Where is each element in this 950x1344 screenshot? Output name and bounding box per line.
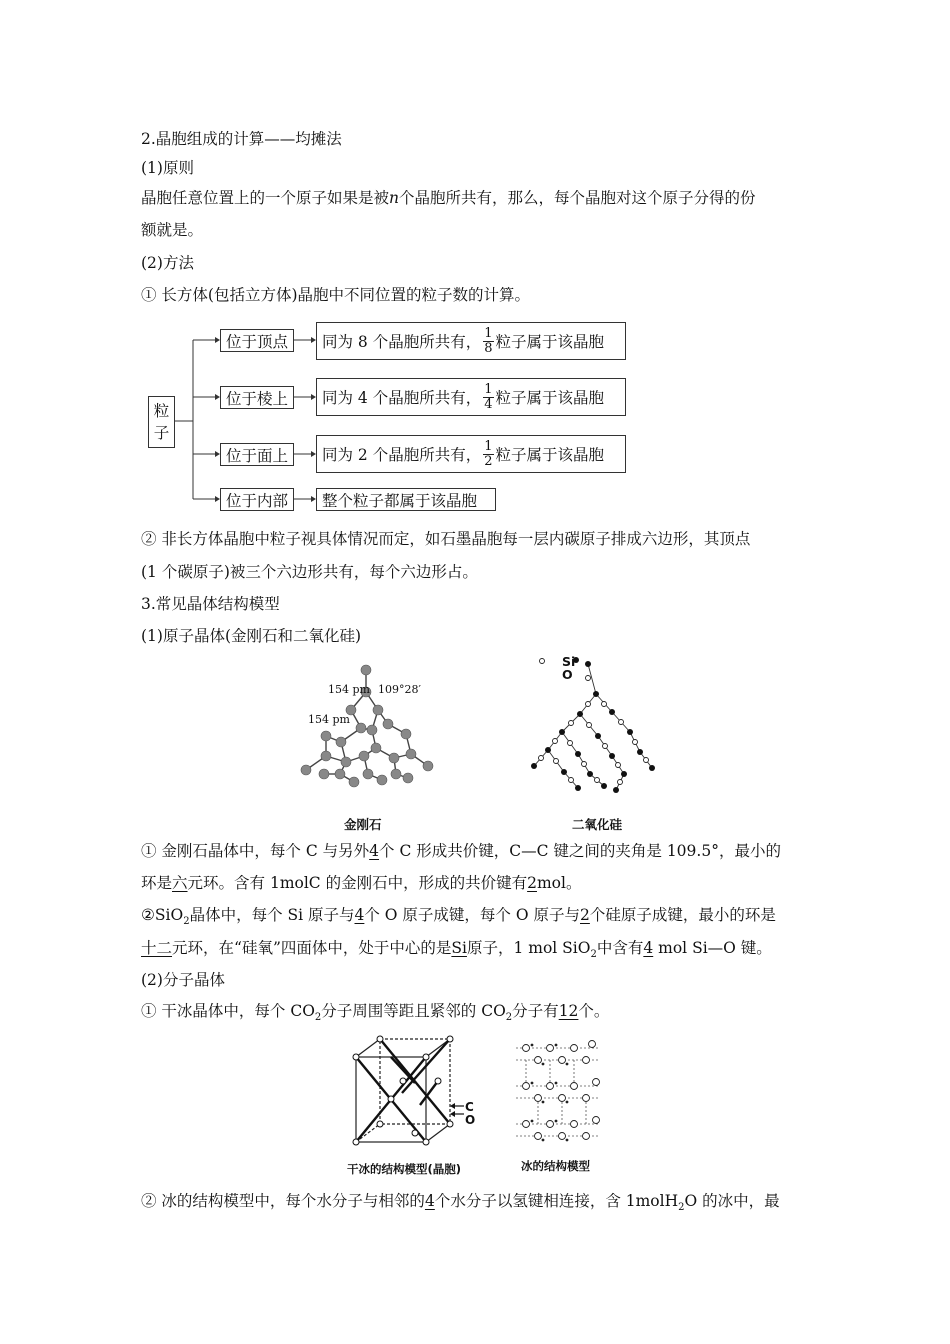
subscript: 2: [505, 1012, 513, 1024]
text-part: 环是: [141, 874, 173, 892]
frac-den: 8: [484, 340, 493, 356]
desc-text: 同为 4 个晶胞所共有，: [322, 389, 482, 407]
dry-ice-text: [141, 1000, 609, 1029]
text-var: n: [389, 189, 399, 207]
sio2-text-line-1: [141, 904, 776, 933]
answer-blank: 4: [369, 842, 380, 860]
desc-interior: 整个粒子都属于该晶胞: [316, 488, 496, 511]
subscript: 2: [314, 1012, 322, 1024]
desc-text: 同为 2 个晶胞所共有，: [322, 446, 482, 464]
diamond-text-line-2: [141, 872, 581, 894]
sio2-caption: 二氧化硅: [572, 817, 623, 832]
sio2-text-line-2: [141, 937, 772, 966]
fraction: [483, 327, 493, 356]
text-part: O 的冰中，最: [684, 1192, 780, 1210]
root-char: 子: [153, 424, 170, 442]
text-part: 个硅原子成键，最小的环是: [589, 906, 776, 924]
text-part: 个 C 形成共价键，C—C 键之间的夹角是 109.5°，最小的: [379, 842, 781, 860]
diamond-caption: 金刚石: [344, 817, 382, 832]
text-part: 个水分子以氢键相连接，含 1molH: [434, 1192, 679, 1210]
atomic-crystal-label: (1)原子晶体(金刚石和二氧化硅): [141, 627, 362, 645]
answer-blank: 4: [643, 939, 654, 957]
fraction: [483, 440, 493, 469]
text-part: ②SiO: [141, 906, 184, 924]
answer-blank: 六: [172, 874, 188, 892]
diamond-text-line-1: [141, 840, 781, 862]
answer-blank: 十二: [141, 939, 173, 957]
frac-num: 1: [484, 325, 493, 341]
frac-num: 1: [484, 381, 493, 397]
text-part: 个。: [578, 1002, 610, 1020]
frac-num: 1: [484, 438, 493, 454]
desc-text: 同为 8 个晶胞所共有，: [322, 333, 482, 351]
position-face: 位于面上: [220, 443, 294, 466]
method-item-2-line-1: ② 非长方体晶胞中粒子视具体情况而定，如石墨晶胞每一层内碳原子排成六边形，其顶点: [141, 530, 751, 548]
text-part: 个晶胞所共有，那么，每个晶胞对这个原子分得的份: [399, 189, 756, 207]
text-part: mol。: [536, 874, 582, 892]
root-char: 粒: [153, 402, 170, 420]
desc-edge: [316, 378, 626, 416]
desc-face: [316, 435, 626, 473]
desc-text: 粒子属于该晶胞: [495, 333, 605, 351]
text-part: 原子，1 mol SiO: [466, 939, 591, 957]
diamond-label-154b: 154 pm: [308, 713, 350, 726]
text-part: 晶胞任意位置上的一个原子如果是被: [141, 189, 390, 207]
text-part: 元环，在“硅氧”四面体中，处于中心的是: [172, 939, 452, 957]
answer-blank: 4: [424, 1192, 435, 1210]
answer-blank: 2: [580, 906, 590, 924]
method-item-1: ① 长方体(包括立方体)晶胞中不同位置的粒子数的计算。: [141, 286, 531, 304]
text-part: 中含有: [596, 939, 644, 957]
ice-text: [141, 1190, 780, 1219]
answer-blank: 4: [354, 906, 365, 924]
principle-text-2: 额就是。: [141, 221, 204, 239]
subscript: 2: [590, 949, 597, 961]
sio2-structure-figure: [520, 654, 660, 804]
text-part: 晶体中，每个 Si 原子与: [189, 906, 355, 924]
molecular-crystal-label: (2)分子晶体: [141, 971, 225, 989]
ice-caption: 冰的结构模型: [521, 1159, 590, 1173]
desc-text: 粒子属于该晶胞: [495, 389, 605, 407]
dry-ice-c-label: C: [465, 1100, 474, 1114]
position-vertex: 位于顶点: [220, 329, 294, 352]
text-part: ① 干冰晶体中，每个 CO: [141, 1002, 315, 1020]
dry-ice-structure-figure: [350, 1033, 460, 1153]
diamond-label-angle: 109°28′: [378, 683, 421, 696]
text-part: ② 冰的结构模型中，每个水分子与相邻的: [141, 1192, 425, 1210]
text-part: ① 金刚石晶体中，每个 C 与另外: [141, 842, 370, 860]
section-2-title: 2.晶胞组成的计算——均摊法: [141, 130, 342, 148]
particle-root-box: [148, 396, 175, 448]
desc-text: 粒子属于该晶胞: [495, 446, 605, 464]
subscript: 2: [183, 916, 190, 928]
diamond-label-154a: 154 pm: [328, 683, 370, 696]
position-edge: 位于棱上: [220, 386, 294, 409]
dry-ice-o-label: O: [465, 1113, 476, 1127]
principle-label: (1)原则: [141, 159, 194, 177]
text-part: 个 O 原子成键，每个 O 原子与: [364, 906, 580, 924]
text-part: 元环。含有 1molC 的金刚石中，形成的共价键有: [187, 874, 528, 892]
fraction: [483, 383, 493, 412]
method-label: (2)方法: [141, 254, 194, 272]
answer-blank: 2: [527, 874, 537, 892]
frac-den: 2: [484, 453, 493, 469]
sio2-si-label: Si: [562, 654, 576, 669]
text-part: 分子有: [512, 1002, 559, 1020]
answer-blank: Si: [451, 939, 467, 957]
desc-vertex: [316, 322, 626, 360]
section-3-title: 3.常见晶体结构模型: [141, 595, 280, 613]
dry-ice-caption: 干冰的结构模型(晶胞): [347, 1162, 462, 1176]
text-part: mol Si—O 键。: [658, 939, 772, 957]
ice-structure-figure: [512, 1036, 602, 1151]
method-item-2-line-2: (1 个碳原子)被三个六边形共有，每个六边形占。: [141, 563, 478, 581]
sio2-o-label: O: [562, 667, 573, 682]
subscript: 2: [678, 1202, 685, 1214]
text-part: 分子周围等距且紧邻的 CO: [321, 1002, 506, 1020]
frac-den: 4: [484, 396, 493, 412]
answer-blank: 12: [558, 1002, 579, 1020]
position-interior: 位于内部: [220, 488, 294, 511]
